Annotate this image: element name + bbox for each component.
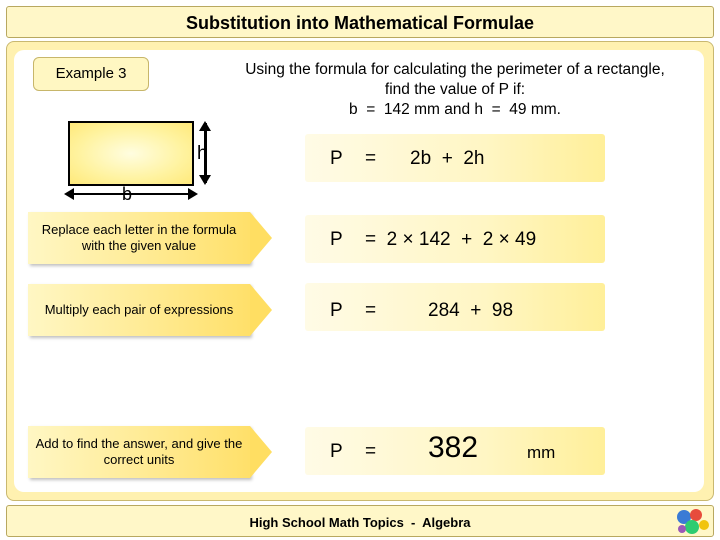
row-expression: = 2 × 142 + 2 × 49 — [365, 229, 537, 250]
formula-row — [305, 134, 605, 182]
answer-value: 382 — [428, 431, 479, 464]
formula-expression: 2b + 2h — [410, 148, 485, 169]
example-label: Example 3 — [33, 57, 149, 91]
answer-row — [305, 427, 605, 475]
footer-text: High School Math Topics - Algebra — [249, 515, 471, 530]
multiply-row — [305, 283, 605, 331]
step-text: Multiply each pair of expressions — [44, 302, 234, 317]
formula-variable: P — [330, 148, 343, 169]
step-arrow-tip — [250, 212, 272, 264]
rectangle-diagram — [68, 121, 194, 186]
footer-bar — [6, 505, 714, 537]
row-equals: = — [365, 300, 377, 321]
width-label: b — [122, 184, 133, 204]
height-label: h — [197, 143, 208, 164]
row-variable: P — [330, 300, 343, 321]
puzzle-pieces-icon — [672, 505, 712, 537]
step-arrow-tip — [250, 426, 272, 478]
step-add — [28, 426, 272, 478]
formula-equals: = — [365, 148, 377, 169]
step-multiply — [28, 284, 272, 336]
page-title: Substitution into Mathematical Formulae — [185, 13, 535, 33]
step-arrow-tip — [250, 284, 272, 336]
problem-line-1: Using the formula for calculating the perimeter of a rectangle, — [245, 61, 665, 78]
problem-line-3: b = 142 mm and h = 49 mm. — [349, 101, 561, 118]
answer-units: mm — [527, 443, 556, 462]
step-replace — [28, 212, 272, 264]
row-variable: P — [330, 229, 343, 250]
row-variable: P — [330, 441, 343, 462]
row-expression: 284 + 98 — [428, 300, 514, 321]
substitution-row — [305, 215, 605, 263]
problem-line-2: find the value of P if: — [384, 81, 526, 98]
title-bar — [6, 6, 714, 38]
step-text: Replace each letter in the formula with the given value — [41, 222, 237, 253]
step-text: Add to find the answer, and give the correct units — [35, 436, 243, 467]
problem-statement — [210, 60, 700, 120]
row-equals: = — [365, 441, 377, 462]
